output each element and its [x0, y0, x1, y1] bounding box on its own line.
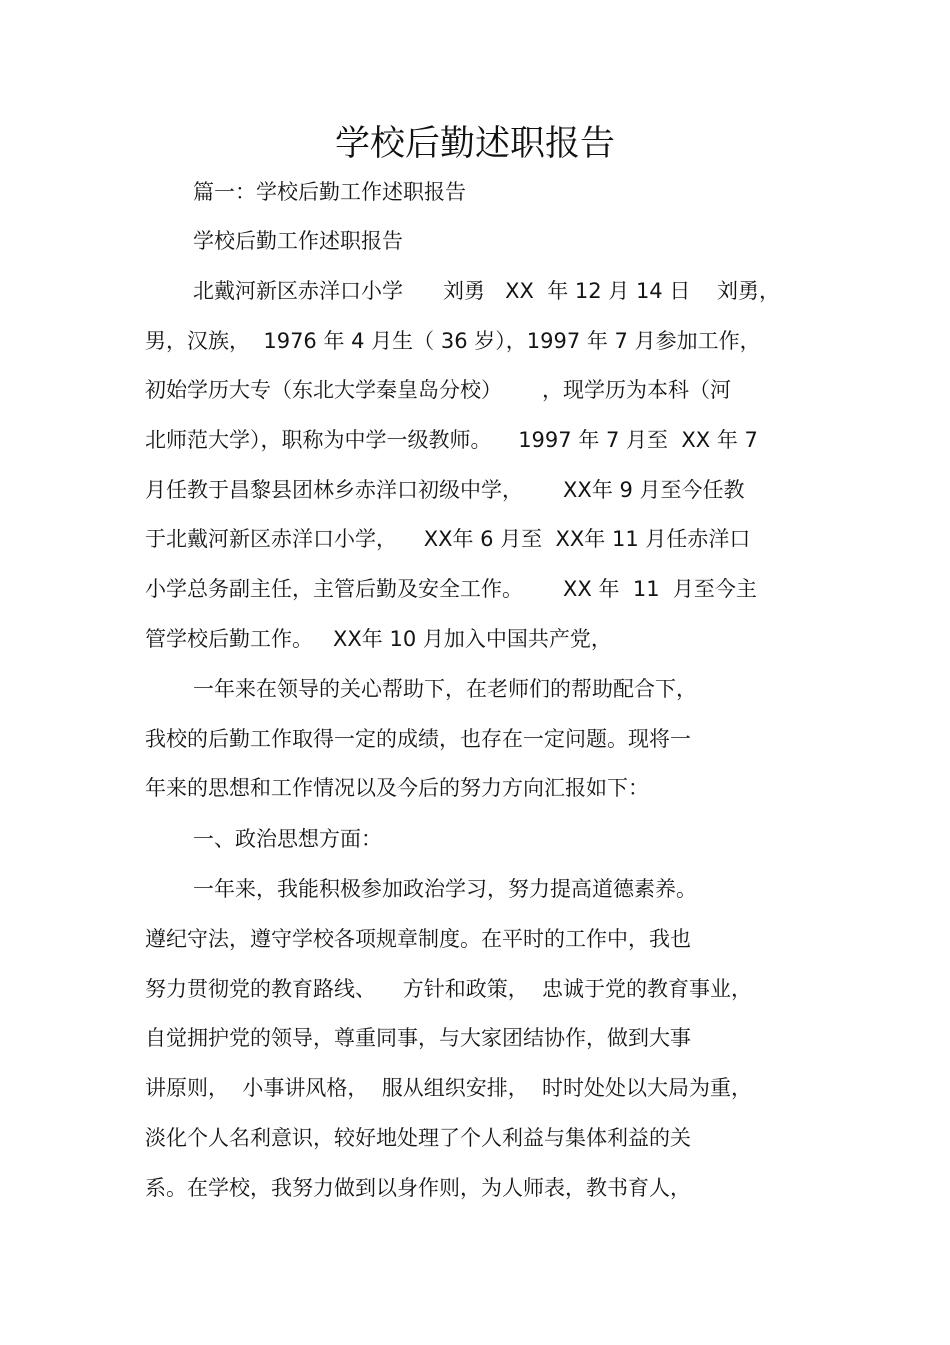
paragraph-line: 于北戴河新区赤洋口小学， XX年 6 月至 XX年 11 月任赤洋口	[145, 527, 751, 551]
paragraph-line: 初始学历大专（东北大学秦皇岛分校） ，现学历为本科（河	[145, 378, 732, 402]
paragraph-line: 遵纪守法，遵守学校各项规章制度。在平时的工作中，我也	[145, 927, 691, 951]
paragraph-line: 讲原则， 小事讲风格， 服从组织安排， 时时处处以大局为重，	[145, 1076, 753, 1100]
paragraph-line: 自觉拥护党的领导，尊重同事，与大家团结协作，做到大事	[145, 1026, 691, 1050]
paragraph-line: 我校的后勤工作取得一定的成绩，也存在一定问题。现将一	[145, 727, 691, 751]
paragraph-line: 北师范大学），职称为中学一级教师。 1997 年 7 月至 XX 年 7	[145, 428, 758, 452]
paragraph-line: 北戴河新区赤洋口小学 刘勇 XX 年 12 月 14 日 刘勇，	[193, 279, 781, 303]
paragraph-line: 努力贯彻党的教育路线、 方针和政策， 忠诚于党的教育事业，	[145, 977, 753, 1001]
paragraph-line: 一年来在领导的关心帮助下，在老师们的帮助配合下，	[193, 677, 697, 701]
paragraph-line: 月任教于昌黎县团林乡赤洋口初级中学， XX年 9 月至今任教	[145, 478, 745, 502]
section-heading: 篇一：学校后勤工作述职报告	[193, 180, 466, 204]
paragraph-line: 淡化个人名利意识，较好地处理了个人利益与集体利益的关	[145, 1126, 691, 1150]
subtitle-line: 学校后勤工作述职报告	[193, 229, 403, 253]
paragraph-line: 小学总务副主任，主管后勤及安全工作。 XX 年 11 月至今主	[145, 577, 757, 601]
paragraph-line: 年来的思想和工作情况以及今后的努力方向汇报如下：	[145, 776, 649, 800]
document-title: 学校后勤述职报告	[334, 124, 615, 164]
section-heading: 一、政治思想方面：	[193, 827, 382, 851]
paragraph-line: 一年来，我能积极参加政治学习，努力提高道德素养。	[193, 877, 697, 901]
paragraph-line: 男，汉族， 1976 年 4 月生（ 36 岁），1997 年 7 月参加工作，	[145, 329, 761, 353]
paragraph-line: 系。在学校，我努力做到以身作则，为人师表，教书育人，	[145, 1176, 691, 1200]
paragraph-line: 管学校后勤工作。 XX年 10 月加入中国共产党，	[145, 627, 612, 651]
